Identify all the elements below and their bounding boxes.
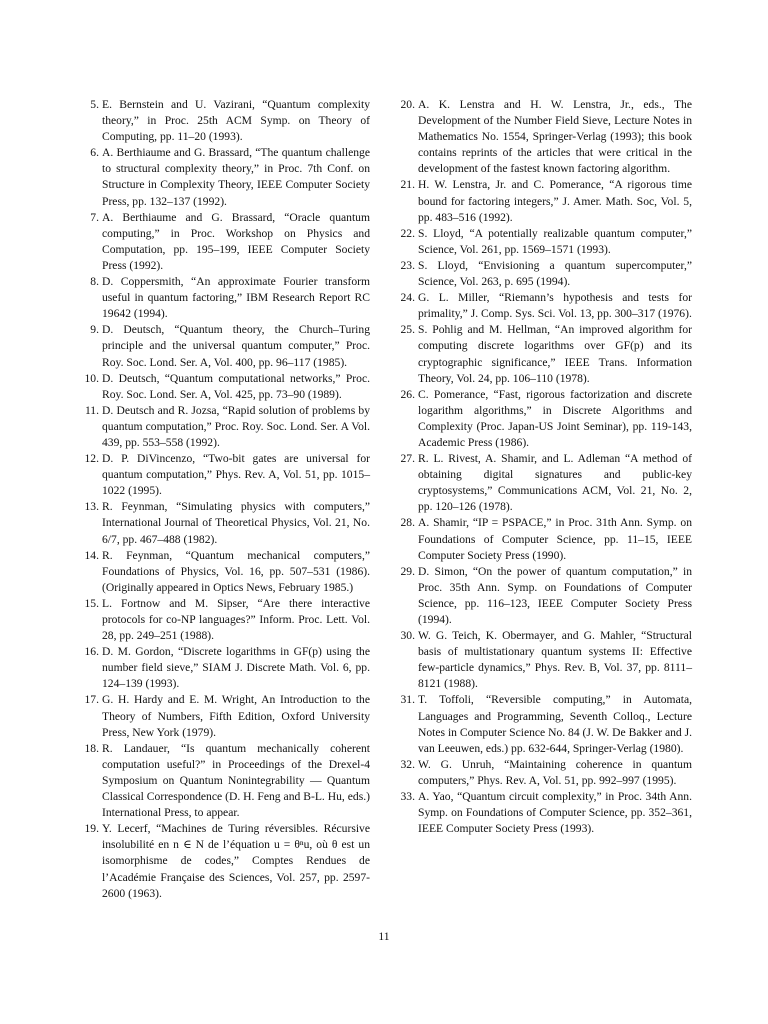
reference-item bbox=[398, 757, 692, 789]
reference-number: 27. bbox=[400, 452, 415, 466]
reference-item bbox=[398, 97, 692, 177]
reference-item bbox=[82, 371, 370, 403]
reference-item bbox=[398, 789, 692, 837]
references-column-left bbox=[82, 97, 370, 902]
reference-text: D. Coppersmith, “An approximate Fourier transform useful in quantum factoring,” IBM Research Report RC 19642 (1994). bbox=[102, 275, 370, 321]
reference-text: E. Bernstein and U. Vazirani, “Quantum complexity theory,” in Proc. 25th ACM Symp. on Theory of Computing, pp. 11–20 (1993). bbox=[102, 98, 370, 144]
reference-text: T. Toffoli, “Reversible computing,” in Automata, Languages and Programming, Seventh Colloq., Lecture Notes in Computer Science No. 84 (J. W. De Bakker and J. van Leeuwen, eds.) pp. 632-644, Springer-Verlag (1980). bbox=[418, 693, 693, 755]
reference-text: G. L. Miller, “Riemann’s hypothesis and tests for primality,” J. Comp. Sys. Sci. Vol. 13, pp. 300–317 (1976). bbox=[418, 291, 692, 321]
reference-text: S. Lloyd, “A potentially realizable quantum computer,” Science, Vol. 261, pp. 1569–1571 (1993). bbox=[418, 226, 692, 256]
reference-text: S. Lloyd, “Envisioning a quantum supercomputer,” Science, Vol. 263, p. 695 (1994). bbox=[418, 258, 692, 289]
reference-text: D. Deutsch and R. Jozsa, “Rapid solution of problems by quantum computation,” Proc. Roy. Soc. Lond. Ser. A Vol. 439, pp. 553–558 (1992). bbox=[102, 403, 370, 449]
reference-number: 7. bbox=[90, 210, 99, 224]
reference-item bbox=[82, 210, 370, 274]
reference-number: 10. bbox=[84, 371, 99, 385]
reference-number: 30. bbox=[400, 629, 415, 643]
reference-text: R. Feynman, “Quantum mechanical computers,” Foundations of Physics, Vol. 16, pp. 507–531 (1986). (Originally appeared in Optics News, February 1985.) bbox=[102, 548, 370, 594]
reference-number: 12. bbox=[84, 452, 99, 466]
reference-item bbox=[82, 548, 370, 596]
reference-text: A. Berthiaume and G. Brassard, “Oracle quantum computing,” in Proc. Workshop on Physics and Computation, pp. 195–199, IEEE Computer Society Press (1992). bbox=[102, 210, 370, 272]
reference-list bbox=[82, 97, 370, 902]
reference-number: 13. bbox=[84, 500, 99, 514]
reference-number: 25. bbox=[400, 323, 415, 337]
reference-item bbox=[398, 226, 692, 258]
reference-item bbox=[398, 177, 692, 225]
reference-item bbox=[82, 145, 370, 209]
reference-item bbox=[82, 596, 370, 644]
reference-text: A. Shamir, “IP = PSPACE,” in Proc. 31th Ann. Symp. on Foundations of Computer Science, pp. 11–15, IEEE Computer Society Press (1990). bbox=[418, 516, 692, 562]
reference-list bbox=[398, 97, 692, 837]
reference-item bbox=[82, 274, 370, 322]
reference-number: 24. bbox=[400, 291, 415, 305]
reference-number: 32. bbox=[400, 757, 415, 771]
reference-item bbox=[398, 692, 692, 756]
reference-text: A. Yao, “Quantum circuit complexity,” in Proc. 34th Ann. Symp. on Foundations of Computer Science, pp. 352–361, IEEE Computer Society Press (1993). bbox=[418, 790, 692, 836]
reference-number: 14. bbox=[84, 548, 99, 562]
reference-text: D. Deutsch, “Quantum theory, the Church–Turing principle and the universal quantum computer,” Proc. Roy. Soc. Lond. Ser. A, Vol. 400, pp. 96–117 (1985). bbox=[102, 323, 370, 369]
reference-item bbox=[82, 97, 370, 145]
reference-number: 21. bbox=[400, 178, 415, 192]
reference-number: 11. bbox=[84, 403, 99, 417]
reference-item bbox=[398, 564, 692, 628]
reference-text: D. P. DiVincenzo, “Two-bit gates are universal for quantum computation,” Phys. Rev. A, Vol. 51, pp. 1015–1022 (1995). bbox=[102, 452, 370, 498]
reference-number: 28. bbox=[400, 516, 415, 530]
reference-number: 9. bbox=[90, 323, 99, 337]
reference-text: A. Berthiaume and G. Brassard, “The quantum challenge to structural complexity theory,” in Proc. 7th Conf. on Structure in Complexity Theory, IEEE Computer Society Press, pp. 132–137 (1992). bbox=[102, 146, 370, 208]
reference-text: G. H. Hardy and E. M. Wright, An Introduction to the Theory of Numbers, Fifth Edition, Oxford University Press, New York (1979). bbox=[102, 693, 370, 739]
reference-number: 22. bbox=[400, 226, 415, 240]
reference-number: 6. bbox=[90, 146, 99, 160]
reference-number: 33. bbox=[400, 790, 415, 804]
reference-item bbox=[82, 741, 370, 821]
reference-text: D. Simon, “On the power of quantum computation,” in Proc. 35th Ann. Symp. on Foundations of Computer Science, pp. 116–123, IEEE Computer Society Press (1994). bbox=[418, 564, 692, 626]
reference-number: 20. bbox=[400, 98, 415, 111]
reference-text: W. G. Unruh, “Maintaining coherence in quantum computers,” Phys. Rev. A, Vol. 51, pp. 992–997 (1995). bbox=[418, 757, 692, 787]
reference-number: 8. bbox=[90, 275, 99, 289]
reference-number: 18. bbox=[84, 741, 99, 755]
reference-item bbox=[398, 387, 692, 451]
references-column-right bbox=[398, 97, 692, 837]
reference-item bbox=[82, 451, 370, 499]
reference-text: L. Fortnow and M. Sipser, “Are there interactive protocols for co-NP languages?” Inform. Proc. Lett. Vol. 28, pp. 249–251 (1988). bbox=[102, 596, 370, 643]
reference-text: C. Pomerance, “Fast, rigorous factorization and discrete logarithm algorithms,” in Discrete Algorithms and Complexity (Proc. Japan-US Joint Seminar), pp. 119-143, Academic Press (1986). bbox=[418, 387, 692, 449]
reference-number: 19. bbox=[84, 822, 99, 836]
reference-text: Y. Lecerf, “Machines de Turing réversibles. Récursive insolubilité en n ∈ N de l’équation u = θⁿu, où θ est un isomorphisme de codes,” Comptes Rendues de l’Académie Française des Sciences, Vol. 257, pp. 2597-2600 (1963). bbox=[102, 822, 370, 900]
reference-text: D. Deutsch, “Quantum computational networks,” Proc. Roy. Soc. Lond. Ser. A, Vol. 425, pp. 73–90 (1989). bbox=[102, 371, 370, 401]
reference-text: R. Landauer, “Is quantum mechanically coherent computation useful?” in Proceedings of the Drexel-4 Symposium on Quantum Nonintegrability — Quantum Classical Correspondence (D. H. Feng and B-L. Hu, eds.) International Press, to appear. bbox=[102, 741, 370, 820]
reference-number: 31. bbox=[400, 693, 415, 707]
reference-number: 23. bbox=[400, 258, 415, 272]
reference-number: 26. bbox=[400, 387, 415, 401]
reference-item bbox=[82, 644, 370, 692]
reference-text: W. G. Teich, K. Obermayer, and G. Mahler, “Structural basis of multistationary quantum systems II: Effective few-particle dynamics,” Phys. Rev. B, Vol. 37, pp. 8111–8121 (1988). bbox=[418, 629, 692, 691]
reference-text: R. Feynman, “Simulating physics with computers,” International Journal of Theoretical Physics, Vol. 21, No. 6/7, pp. 467–488 (1982). bbox=[102, 500, 370, 546]
reference-item bbox=[398, 515, 692, 563]
reference-item bbox=[398, 451, 692, 515]
reference-number: 15. bbox=[84, 596, 99, 610]
page-number: 11 bbox=[378, 930, 390, 943]
reference-item bbox=[82, 499, 370, 547]
reference-text: D. M. Gordon, “Discrete logarithms in GF(p) using the number field sieve,” SIAM J. Discrete Math. Vol. 6, pp. 124–139 (1993). bbox=[102, 645, 370, 691]
reference-item bbox=[82, 821, 370, 901]
reference-text: H. W. Lenstra, Jr. and C. Pomerance, “A rigorous time bound for factoring integers,” J. Amer. Math. Soc, Vol. 5, pp. 483–516 (1992). bbox=[418, 178, 692, 224]
reference-item bbox=[82, 322, 370, 370]
reference-item bbox=[82, 403, 370, 451]
reference-item bbox=[82, 692, 370, 740]
reference-item bbox=[398, 322, 692, 386]
reference-number: 16. bbox=[84, 645, 99, 659]
reference-text: A. K. Lenstra and H. W. Lenstra, Jr., eds., The Development of the Number Field Sieve, Lecture Notes in Mathematics No. 1554, Springer-Verlag (1993); this book contains reprints of the articles that were critical in the development of the fastest known factoring algorithm. bbox=[418, 98, 692, 176]
reference-item bbox=[398, 290, 692, 322]
reference-item bbox=[398, 628, 692, 692]
reference-number: 29. bbox=[400, 564, 415, 578]
reference-text: S. Pohlig and M. Hellman, “An improved algorithm for computing discrete logarithms over GF(p) and its cryptographic significance,” IEEE Trans. Information Theory, Vol. 24, pp. 106–110 (1978). bbox=[418, 323, 692, 385]
reference-number: 5. bbox=[90, 98, 99, 111]
reference-text: R. L. Rivest, A. Shamir, and L. Adleman “A method of obtaining digital signatures and public-key cryptosystems,” Communications ACM, Vol. 21, No. 2, pp. 120–126 (1978). bbox=[418, 452, 692, 514]
reference-number: 17. bbox=[84, 693, 99, 707]
reference-item bbox=[398, 258, 692, 290]
